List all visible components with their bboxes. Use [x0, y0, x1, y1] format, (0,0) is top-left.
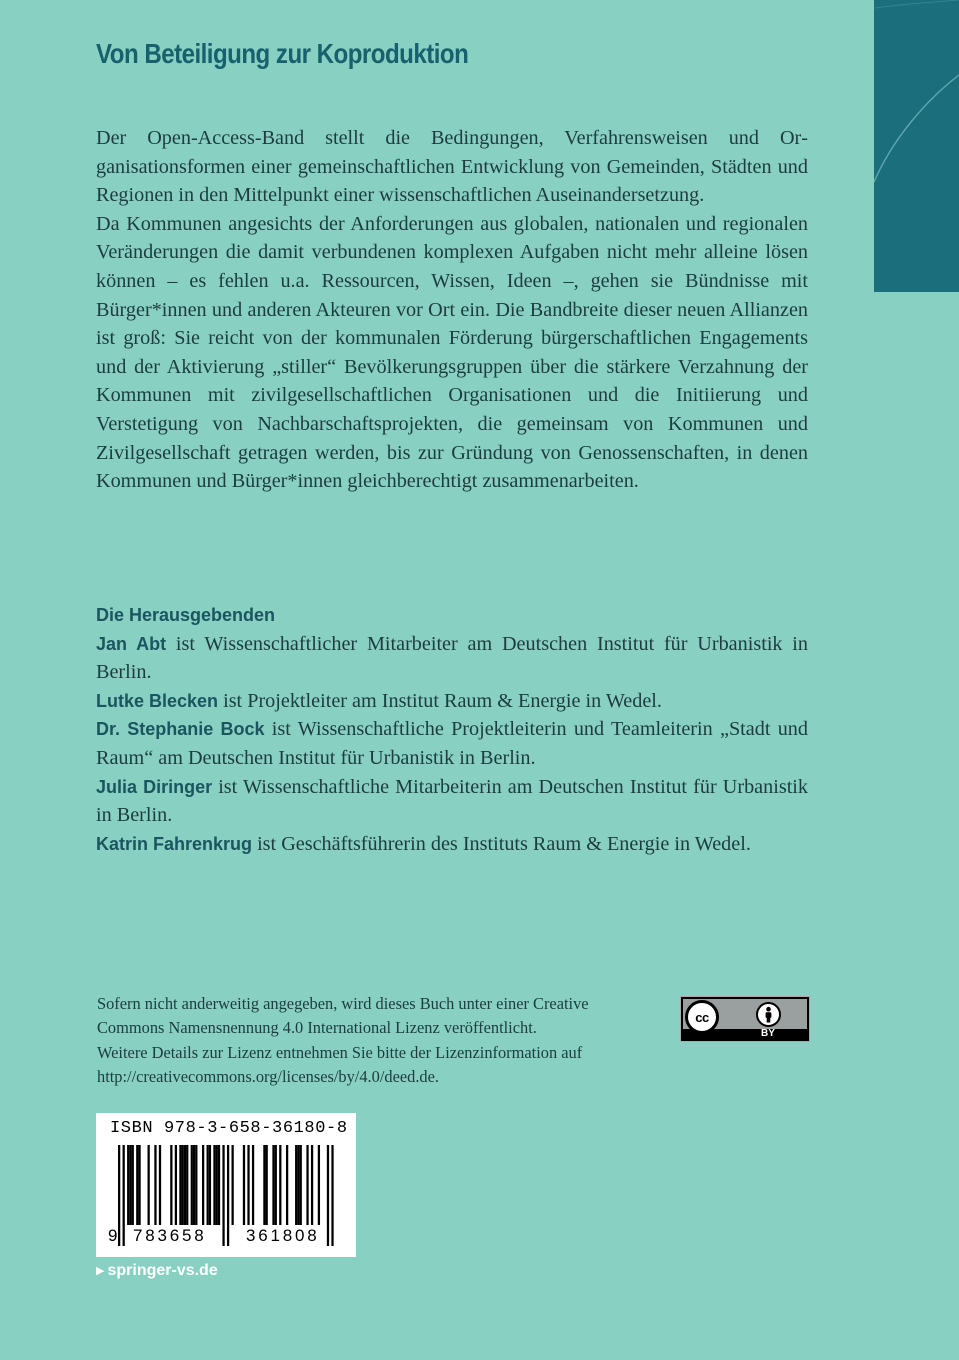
barcode-bar [132, 1145, 134, 1225]
barcode-bar [175, 1145, 177, 1225]
barcode-bar [318, 1145, 320, 1225]
barcode-bar [263, 1145, 265, 1225]
editor-bio: ist Geschäftsführerin des Instituts Raum & Energie in Wedel. [252, 832, 751, 855]
barcode-bar [295, 1145, 297, 1225]
barcode-bar [227, 1145, 229, 1246]
editor-entry [96, 715, 808, 772]
attribution-person-icon [756, 1002, 781, 1027]
license-line: Sofern nicht anderweitig angegeben, wird dieses Buch unter einer Creative [97, 994, 589, 1013]
license-line: Commons Namensnennung 4.0 International Lizenz veröffentlicht. [97, 1018, 537, 1038]
barcode-bar [232, 1145, 234, 1225]
barcode-bar [327, 1145, 329, 1246]
barcode-bar [286, 1145, 288, 1225]
barcode-bar [159, 1145, 161, 1225]
editor-name: Dr. Stephanie Bock [96, 719, 265, 740]
barcode-bar [202, 1145, 204, 1225]
editor-entry [96, 630, 808, 687]
editor-name: Julia Diringer [96, 776, 213, 797]
editor-name: Katrin Fahrenkrug [96, 833, 253, 854]
publisher-link[interactable]: ▶ springer-vs.de [96, 1262, 218, 1279]
editors-section [96, 601, 808, 858]
isbn-barcode [96, 1113, 356, 1257]
corner-accent-tab [874, 0, 959, 292]
blurb-paragraph-2: Da Kommunen angesichts der Anforderungen aus globalen, nationalen und regionalen Veränderungen die damit verbundenen komplexen Aufgaben nicht mehr alleine lösen können – es fehlen u.a. Ressourcen, Wissen, Ideen –, gehen sie Bündnisse mit Bürger*innen und anderen Akteuren vor Ort ein. Die Bandbreite dieser neuen Allianzen ist groß: Sie reicht von der kommunalen Förderung bürgerschaftlichen Engagements und der Aktivierung „stiller“ Bevölkerungsgruppen über die stärkere Verzahnung der Kommunen mit zivilgesellschaftlichen Organisationen und die Initiierung und Verstetigung von Nachbarschaftsprojekten, die gemeinsam von Kommunen und Zivilgesellschaft getragen werden, bis zur Gründung von Genossenschaften, in denen Kommunen und Bürger*innen gleichberechtigt zusammenarbeiten. [96, 212, 808, 493]
editor-bio: ist Wissenschaftliche Projektleiterin und Teamleiterin „Stadt und Raum“ am Deutschen Institut für Urbanistik in Berlin. [96, 718, 808, 769]
by-label: BY [761, 1028, 775, 1039]
barcode-bar [123, 1145, 125, 1246]
barcode-bar [138, 1145, 140, 1225]
book-title: Von Beteiligung zur Koproduktion [96, 38, 469, 69]
barcode-bar [311, 1145, 313, 1225]
barcode-bar [179, 1145, 181, 1225]
play-arrow-icon: ▶ [96, 1265, 105, 1277]
barcode-bar [154, 1145, 156, 1225]
barcode-bar [266, 1145, 268, 1225]
editor-entry [96, 830, 808, 859]
editor-entry [96, 687, 808, 716]
license-line: Weitere Details zur Lizenz entnehmen Sie bitte der Lizenzinformation auf [97, 1042, 583, 1062]
editor-bio: ist Projektleiter am Institut Raum & Energie in Wedel. [218, 689, 662, 712]
blurb-paragraph-1: Der Open-Access-Band stellt die Bedingungen, Verfahrensweisen und Organisationsformen einer gemeinschaftlichen Entwicklung von Gemeinden, Städten und Regionen in den Mittelpunkt einer wissenschaftlichen Auseinandersetzung. [96, 127, 808, 207]
book-blurb [96, 124, 808, 496]
barcode-bar [170, 1145, 172, 1225]
barcode-bar [184, 1145, 186, 1225]
barcode-bar [300, 1145, 302, 1225]
barcode-bar [243, 1145, 245, 1225]
isbn-number: ISBN 978-3-658-36180-8 [110, 1119, 348, 1138]
corner-swoosh-graphic [874, 0, 959, 292]
barcode-bar [252, 1145, 254, 1225]
barcode-bar [306, 1145, 308, 1225]
cc-by-license-badge[interactable] [680, 996, 810, 1042]
barcode-bar [148, 1145, 150, 1225]
barcode-bar [331, 1145, 333, 1246]
editor-name: Lutke Blecken [96, 690, 219, 711]
barcode-bar [127, 1145, 129, 1225]
editor-name: Jan Abt [96, 633, 167, 654]
barcode-bar [272, 1145, 274, 1225]
ean-first-digit: 9 [108, 1226, 121, 1245]
barcode-bar [193, 1145, 195, 1225]
license-notice [97, 992, 677, 1089]
barcode-bar [297, 1145, 299, 1225]
barcode-bar [279, 1145, 281, 1225]
barcode-bar [218, 1145, 220, 1225]
editor-bio: ist Wissenschaftlicher Mitarbeiter am Deutschen Institut für Urbanistik in Berlin. [96, 632, 809, 684]
barcode-bar [136, 1145, 138, 1225]
ean-right-group: 361808 [246, 1226, 320, 1245]
barcode-bar [209, 1145, 211, 1225]
creative-commons-icon: cc [685, 1000, 719, 1034]
license-url-link[interactable]: http://creativecommons.org/licenses/by/4.0/deed.de. [97, 1066, 439, 1086]
barcode-bar [191, 1145, 193, 1225]
barcode-bar [213, 1145, 215, 1225]
barcode-bar [216, 1145, 218, 1225]
ean-left-group: 783658 [133, 1226, 207, 1245]
barcode-bar [129, 1145, 131, 1225]
barcode-bar [182, 1145, 184, 1225]
barcode-bar [222, 1145, 224, 1246]
editor-entry [96, 773, 808, 830]
barcode-bar [275, 1145, 277, 1225]
editors-heading: Die Herausgebenden [96, 605, 276, 625]
barcode-bar [247, 1145, 249, 1225]
barcode-bar [186, 1145, 188, 1225]
barcode-bar [195, 1145, 197, 1225]
editor-bio: ist Wissenschaftliche Mitarbeiterin am Deutschen Institut für Urbanistik in Berlin. [96, 775, 809, 827]
barcode-bar [207, 1145, 209, 1225]
